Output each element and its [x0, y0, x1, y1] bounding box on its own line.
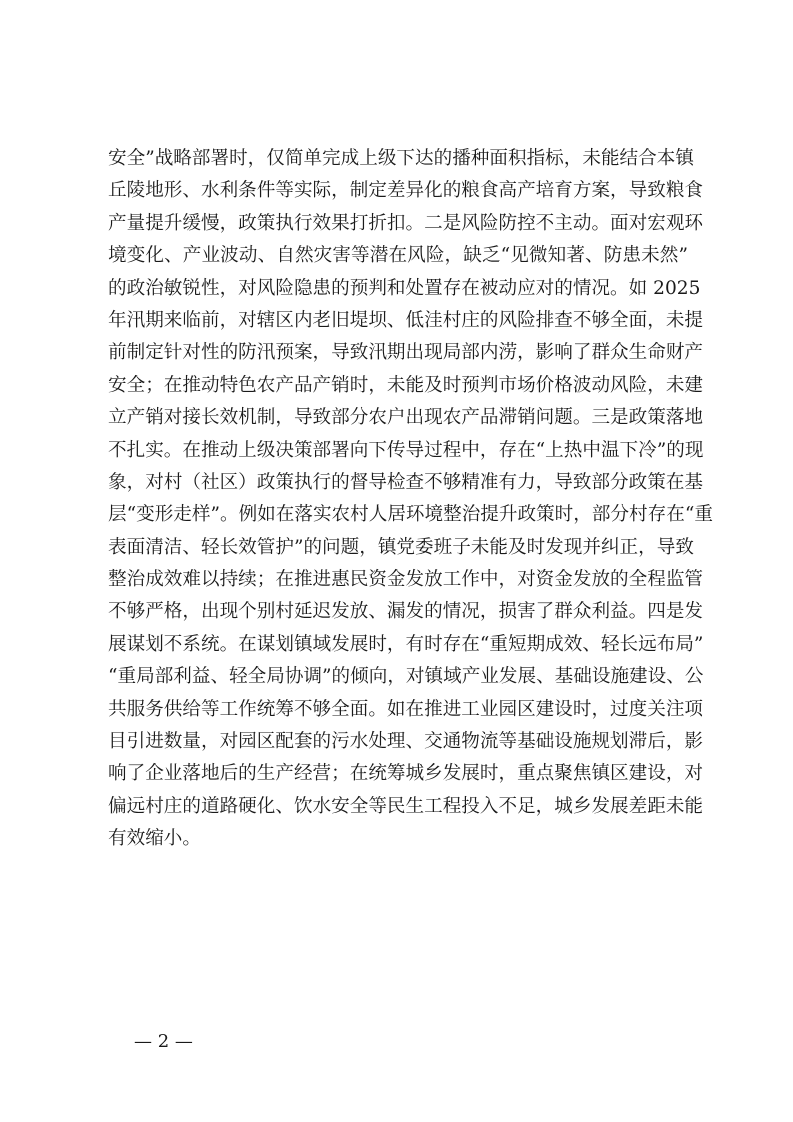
text-line: 偏远村庄的道路硬化、饮水安全等民生工程投入不足，城乡发展差距未能 [108, 795, 704, 817]
text-line: 不扎实。在推动上级决策部署向下传导过程中，存在“上热中温下冷”的现 [108, 439, 704, 461]
text-line: 响了企业落地后的生产经营；在统筹城乡发展时，重点聚焦镇区建设，对 [108, 763, 704, 785]
text-line: 年汛期来临前，对辖区内老旧堤坝、低洼村庄的风险排查不够全面，未提 [108, 309, 704, 331]
text-line: 丘陵地形、水利条件等实际，制定差异化的粮食高产培育方案，导致粮食 [108, 180, 704, 202]
text-line: 不够严格，出现个别村延迟发放、漏发的情况，损害了群众利益。四是发 [108, 601, 704, 623]
text-line: “重局部利益、轻全局协调”的倾向，对镇域产业发展、基础设施建设、公 [108, 666, 704, 688]
text-line: 产量提升缓慢，政策执行效果打折扣。二是风险防控不主动。面对宏观环 [108, 212, 704, 234]
text-line: 立产销对接长效机制，导致部分农户出现农产品滞销问题。三是政策落地 [108, 407, 704, 429]
body-text [108, 143, 713, 856]
text-line: 前制定针对性的防汛预案，导致汛期出现局部内涝，影响了群众生命财产 [108, 342, 704, 364]
text-line: 安全”战略部署时，仅简单完成上级下达的播种面积指标，未能结合本镇 [108, 148, 694, 169]
page-number: — 2 — [134, 1031, 193, 1052]
text-line: 共服务供给等工作统筹不够全面。如在推进工业园区建设时，过度关注项 [108, 698, 704, 720]
text-line: 安全；在推动特色农产品产销时，未能及时预判市场价格波动风险，未建 [108, 374, 704, 396]
text-line: 展谋划不系统。在谋划镇域发展时，有时存在“重短期成效、轻长远布局” [108, 633, 704, 655]
text-line: 象，对村（社区）政策执行的督导检查不够精准有力，导致部分政策在基 [108, 471, 704, 493]
text-line: 的政治敏锐性，对风险隐患的预判和处置存在被动应对的情况。如 2025 [108, 277, 701, 299]
text-line: 表面清洁、轻长效管护”的问题，镇党委班子未能及时发现并纠正，导致 [108, 536, 694, 558]
text-line: 目引进数量，对园区配套的污水处理、交通物流等基础设施规划滞后，影 [108, 731, 704, 753]
text-line: 有效缩小。 [108, 828, 201, 850]
text-line: 境变化、产业波动、自然灾害等潜在风险，缺乏“见微知著、防患未然” [108, 245, 688, 267]
text-line: 层“变形走样”。例如在落实农村人居环境整治提升政策时，部分村存在“重 [108, 504, 713, 526]
text-line: 整治成效难以持续；在推进惠民资金发放工作中，对资金发放的全程监管 [108, 569, 704, 591]
